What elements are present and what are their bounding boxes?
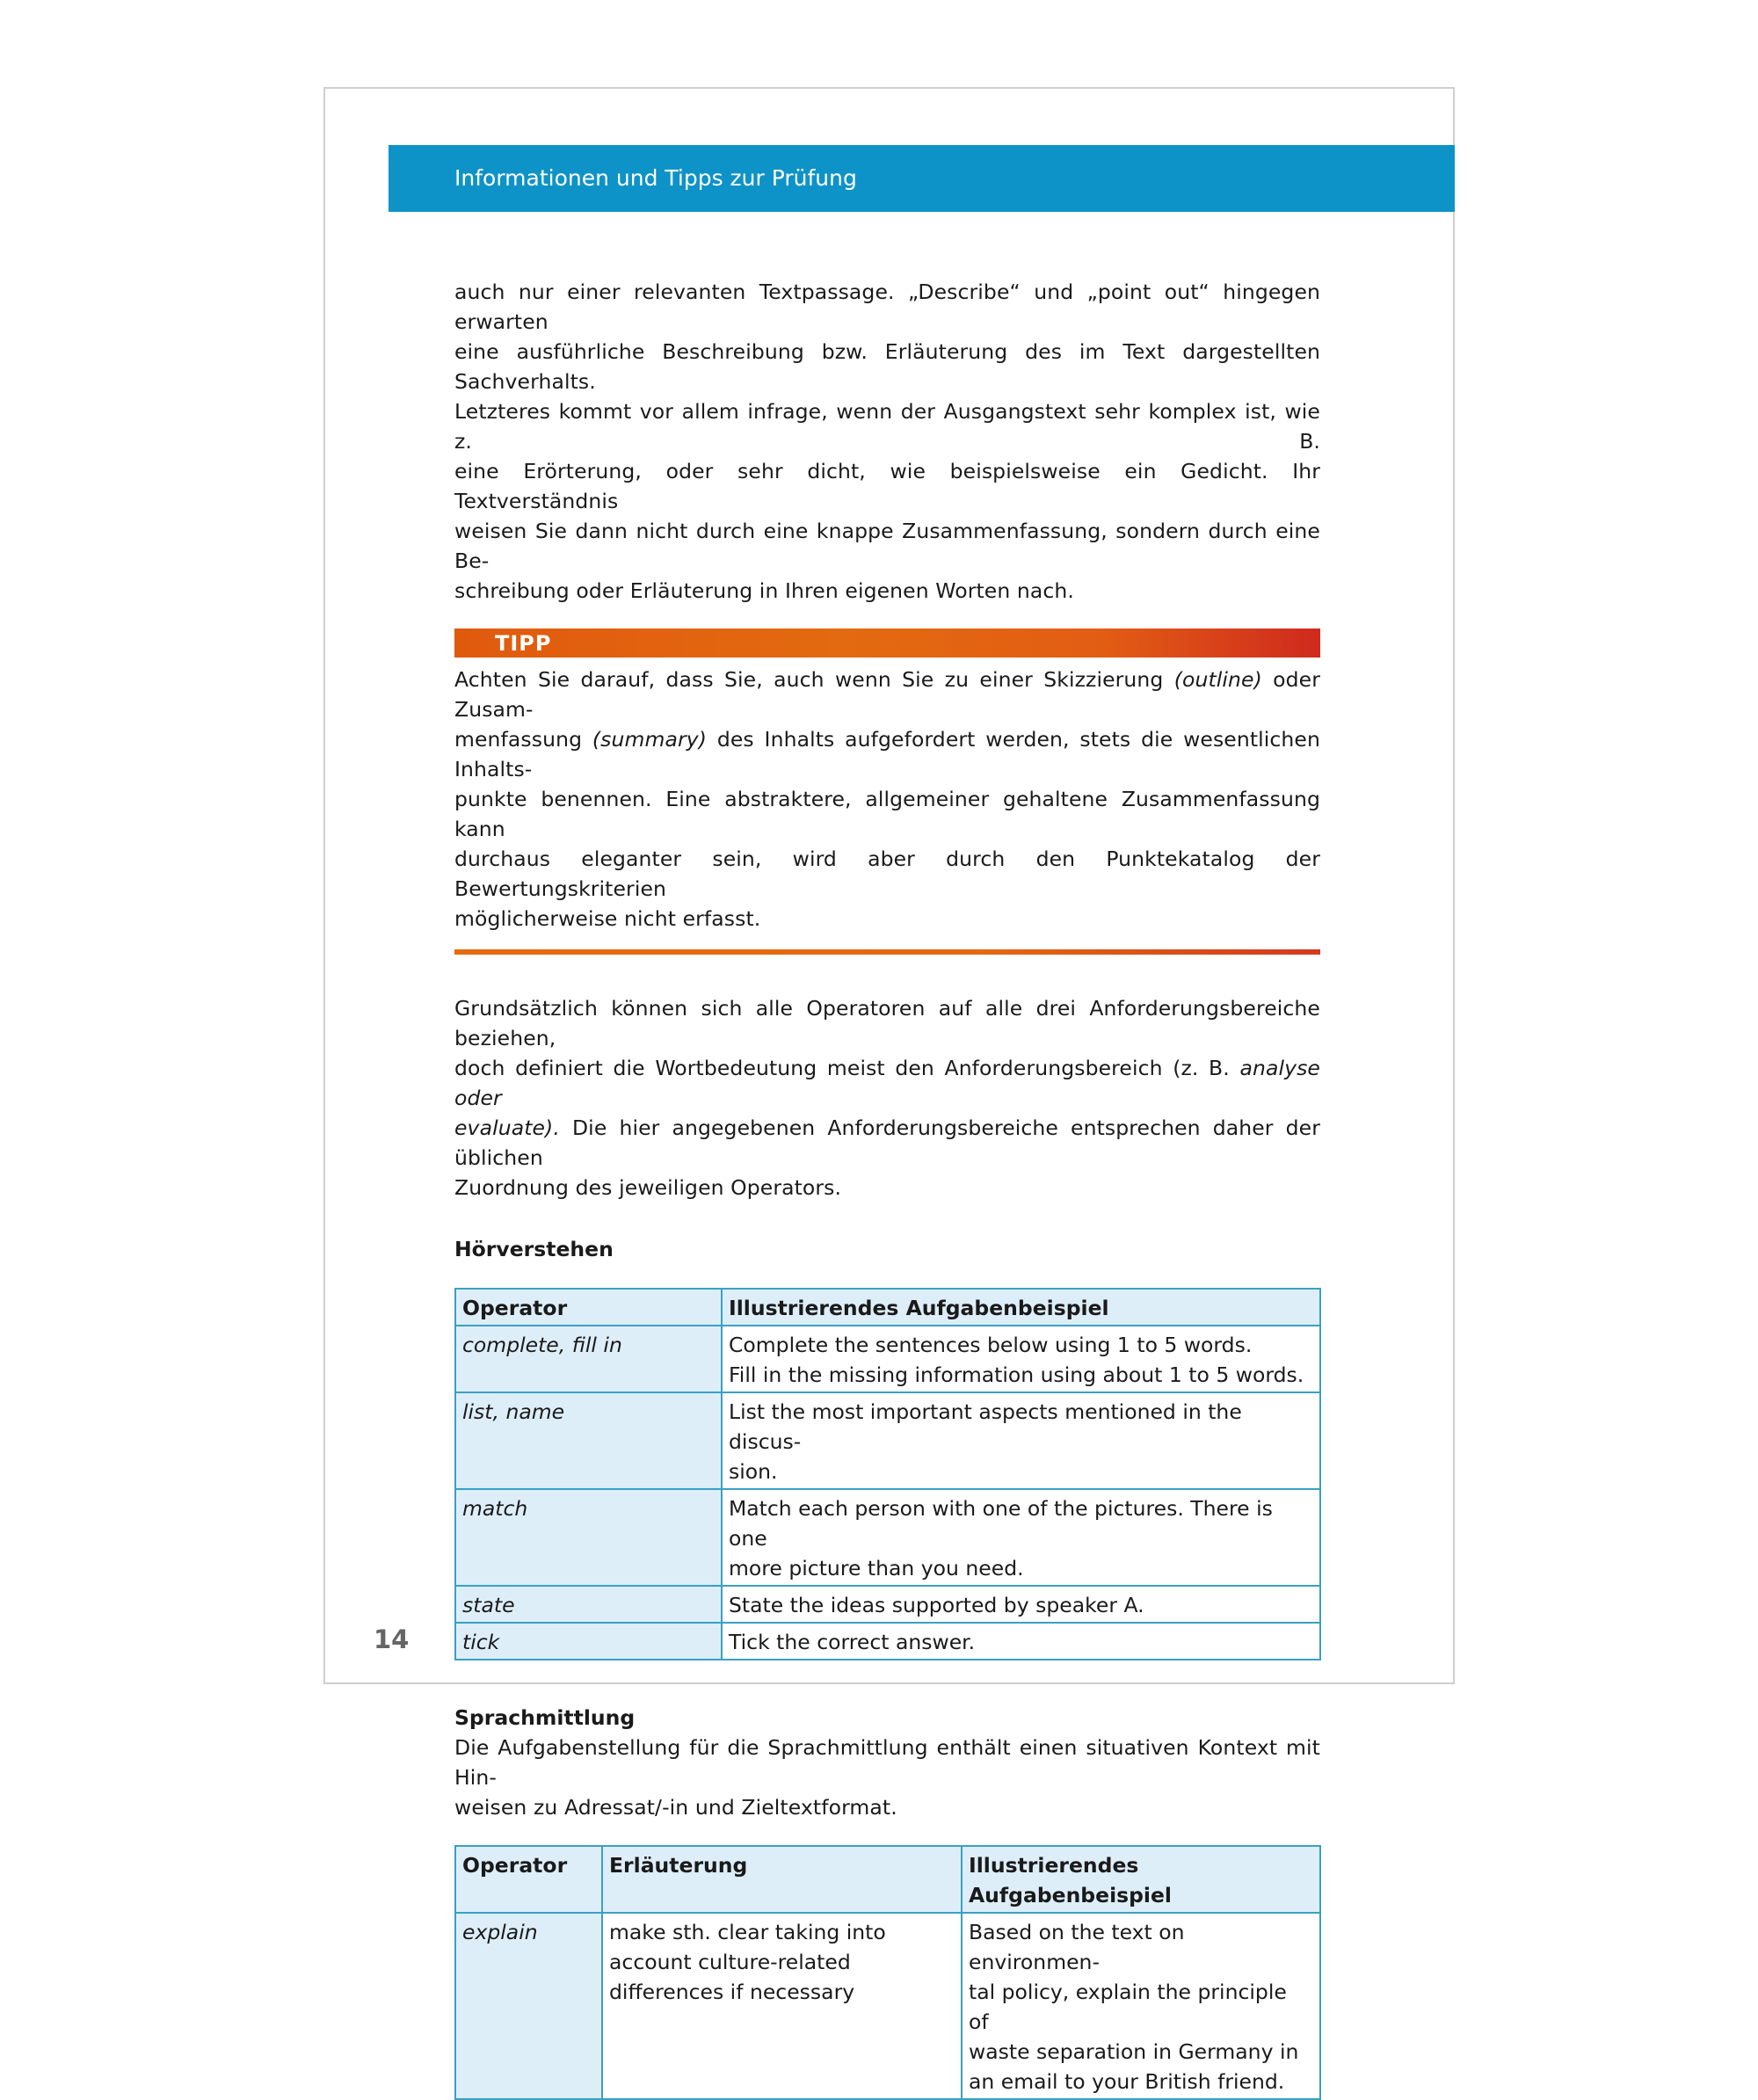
operator-cell: match	[455, 1489, 722, 1586]
text-line	[454, 724, 1320, 784]
table-header-row	[455, 1289, 1320, 1326]
text-segment: Die hier angegebenen Anforderungsbereiche entsprechen daher der üblichen	[454, 1115, 1320, 1170]
tipp-text	[454, 665, 1320, 934]
table-row	[455, 1913, 1320, 2099]
sprachmittlung-intro	[454, 1733, 1320, 1822]
tipp-divider	[454, 949, 1320, 955]
tipp-label-bar	[454, 629, 1320, 658]
section-header-bar	[389, 145, 1455, 212]
text-line: Zuordnung des jeweiligen Operators.	[454, 1175, 842, 1200]
example-line: Complete the sentences below using 1 to 5 words.	[729, 1333, 1253, 1357]
text-line: weisen zu Adressat/-in und Zieltextformat.	[454, 1795, 897, 1820]
italic-term: (summary)	[592, 727, 708, 752]
sprachmittlung-table	[454, 1845, 1321, 2100]
hoerverstehen-heading: Hörverstehen	[454, 1237, 614, 1261]
column-header-operator: Operator	[455, 1846, 602, 1913]
example-cell	[962, 1913, 1320, 2099]
tipp-label: TIPP	[495, 631, 552, 656]
text-line	[454, 665, 1320, 724]
table-row	[455, 1326, 1320, 1392]
text-line: Grundsätzlich können sich alle Operatoren auf alle drei Anforderungsbereiche beziehen,	[454, 996, 1320, 1050]
text-line	[454, 1113, 1320, 1173]
text-line: möglicherweise nicht erfasst.	[454, 906, 761, 931]
text-line	[454, 1053, 1320, 1113]
text-line: weisen Sie dann nicht durch eine knappe Zusammenfassung, sondern durch eine Be-	[454, 519, 1320, 573]
table-row	[455, 1392, 1320, 1489]
explanation-line: account culture-related	[609, 1950, 851, 1974]
header-line: Illustrierendes	[969, 1853, 1139, 1878]
example-line: Match each person with one of the pictures. There is one	[729, 1496, 1273, 1551]
example-line: sion.	[729, 1459, 778, 1484]
example-line: List the most important aspects mentioned in the discus-	[729, 1399, 1242, 1454]
example-line: an email to your British friend.	[969, 2069, 1285, 2094]
italic-term: analyse oder	[454, 1056, 1320, 1110]
tipp-box	[454, 629, 1320, 955]
operator-cell: list, name	[455, 1392, 722, 1489]
table-row	[455, 1586, 1320, 1623]
explanation-line: make sth. clear taking into	[609, 1920, 886, 1944]
text-line: Letzteres kommt vor allem infrage, wenn der Ausgangstext sehr komplex ist, wie z. B.	[454, 399, 1320, 454]
example-line: more picture than you need.	[729, 1556, 1024, 1580]
example-cell	[722, 1392, 1320, 1489]
italic-term: evaluate).	[454, 1115, 560, 1140]
text-line: auch nur einer relevanten Textpassage. „Describe“ und „point out“ hingegen erwarten	[454, 280, 1320, 334]
column-header-example	[962, 1846, 1320, 1913]
header-line: Aufgabenbeispiel	[969, 1883, 1172, 1907]
example-cell	[722, 1489, 1320, 1586]
text-segment: des Inhalts aufgefordert werden, stets die wesentlichen Inhalts-	[454, 727, 1320, 781]
example-line: tal policy, explain the principle of	[969, 1980, 1287, 2034]
hoerverstehen-table	[454, 1288, 1321, 1660]
column-header-explanation: Erläuterung	[602, 1846, 962, 1913]
example-cell: State the ideas supported by speaker A.	[722, 1586, 1320, 1623]
operator-cell: explain	[455, 1913, 602, 2099]
text-line: eine ausführliche Beschreibung bzw. Erläuterung des im Text dargestellten Sachverhalts.	[454, 339, 1320, 394]
text-line: punkte benennen. Eine abstraktere, allgemeiner gehaltene Zusammenfassung kann	[454, 787, 1320, 841]
text-line: Die Aufgabenstellung für die Sprachmittlung enthält einen situativen Kontext mit Hin-	[454, 1735, 1320, 1790]
column-header-operator: Operator	[455, 1289, 722, 1326]
operators-paragraph	[454, 993, 1320, 1203]
text-segment: doch definiert die Wortbedeutung meist den Anforderungsbereich (z. B.	[454, 1056, 1240, 1080]
example-line: waste separation in Germany in	[969, 2039, 1299, 2064]
operator-cell: tick	[455, 1623, 722, 1660]
example-cell: Tick the correct answer.	[722, 1623, 1320, 1660]
explanation-cell	[602, 1913, 962, 2099]
explanation-line: differences if necessary	[609, 1980, 855, 2004]
table-header-row	[455, 1846, 1320, 1913]
text-line: durchaus eleganter sein, wird aber durch den Punktekatalog der Bewertungskriterien	[454, 847, 1320, 901]
sprachmittlung-heading: Sprachmittlung	[454, 1705, 636, 1730]
example-line: Fill in the missing information using about 1 to 5 words.	[729, 1362, 1304, 1387]
text-segment: oder Zusam-	[454, 667, 1320, 722]
page-number: 14	[374, 1624, 410, 1654]
table-row	[455, 1489, 1320, 1586]
operator-cell: complete, fill in	[455, 1326, 722, 1392]
text-line: eine Erörterung, oder sehr dicht, wie beispielsweise ein Gedicht. Ihr Textverständnis	[454, 459, 1320, 513]
text-segment: Achten Sie darauf, dass Sie, auch wenn Sie zu einer Skizzierung	[454, 667, 1174, 692]
section-header-title: Informationen und Tipps zur Prüfung	[454, 165, 857, 191]
table-row	[455, 1623, 1320, 1660]
example-line: Based on the text on environmen-	[969, 1920, 1185, 1974]
text-line: schreibung oder Erläuterung in Ihren eigenen Worten nach.	[454, 578, 1074, 603]
intro-paragraph	[454, 277, 1320, 606]
italic-term: (outline)	[1173, 667, 1262, 692]
column-header-example: Illustrierendes Aufgabenbeispiel	[722, 1289, 1320, 1326]
page-content	[454, 277, 1320, 2100]
text-segment: menfassung	[454, 727, 592, 752]
operator-cell: state	[455, 1586, 722, 1623]
example-cell	[722, 1326, 1320, 1392]
